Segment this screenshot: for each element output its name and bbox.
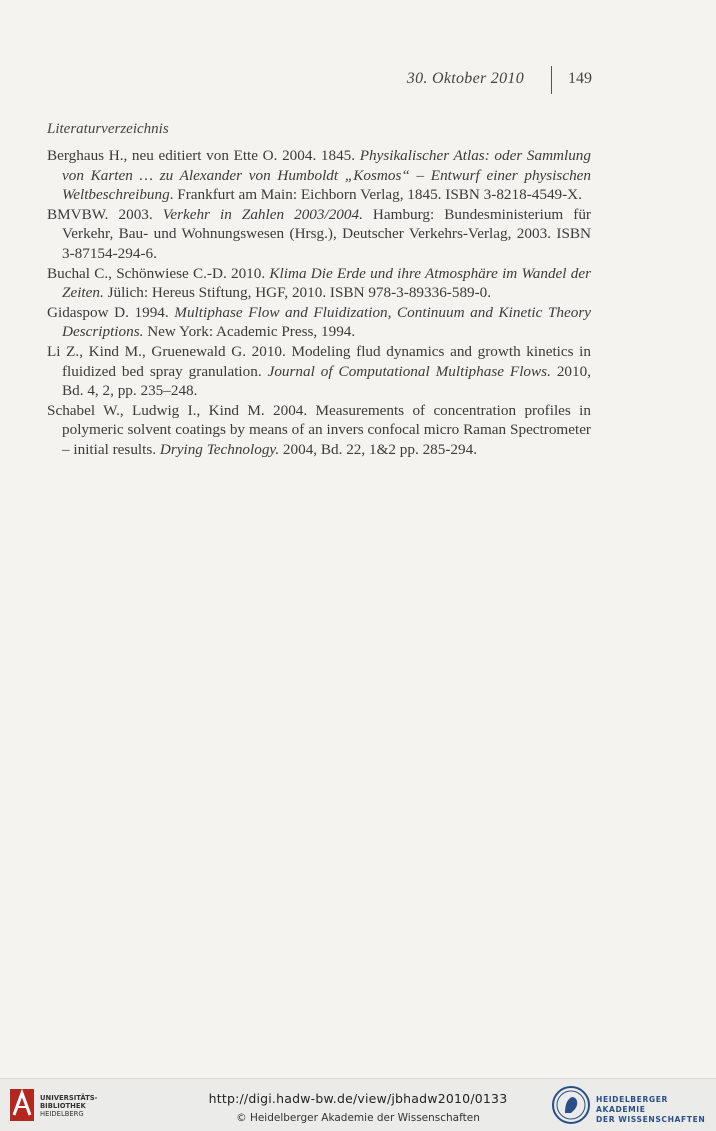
copyright-notice: © Heidelberger Akademie der Wissenschaften <box>236 1112 480 1124</box>
reference-entry: Li Z., Kind M., Gruenewald G. 2010. Modeling flud dynamics and growth kinetics in fluidized bed spray granulation. Journal of Computational Multiphase Flows. 2010, Bd. 4, 2, pp. 235–248. <box>47 342 591 400</box>
reference-entry: Buchal C., Schönwiese C.-D. 2010. Klima Die Erde und ihre Atmosphäre im Wandel der Zeiten. Jülich: Hereus Stiftung, HGF, 2010. ISBN 978-3-89336-589-0. <box>47 264 591 302</box>
reference-entry: BMVBW. 2003. Verkehr in Zahlen 2003/2004. Hamburg: Bundesministerium für Verkehr, Bau- und Wohnungswesen (Hrsg.), Deutscher Verkehrs-Verlag, 2003. ISBN 3-87154-294-6. <box>47 205 591 262</box>
section-title: Literaturverzeichnis <box>47 121 169 137</box>
reference-entry: Schabel W., Ludwig I., Kind M. 2004. Measurements of concentration profiles in polymeric solvent coatings by means of an invers confocal micro Raman Spectrometer – initial results. Drying Technology. 2004, Bd. 22, 1&2 pp. 285-294. <box>47 401 591 458</box>
reference-entry: Gidaspow D. 1994. Multiphase Flow and Fluidization, Continuum and Kinetic Theory Descriptions. New York: Academic Press, 1994. <box>47 303 591 341</box>
running-header <box>0 66 716 96</box>
permalink-url[interactable]: http://digi.hadw-bw.de/view/jbhadw2010/0133 <box>208 1091 508 1106</box>
header-divider <box>551 66 552 94</box>
header-date: 30. Oktober 2010 <box>406 70 524 87</box>
reference-entry: Berghaus H., neu editiert von Ette O. 2004. 1845. Physikalischer Atlas: oder Sammlung von Karten … zu Alexander von Humboldt „Kosmos“ – Entwurf einer physischen Weltbeschreibung. Frankfurt am Main: Eichborn Verlag, 1845. ISBN 3-8218-4549-X. <box>47 147 591 204</box>
viewer-footer <box>0 1078 716 1131</box>
page-number: 149 <box>568 70 592 87</box>
reference-list <box>47 146 591 460</box>
university-library-name: UNIVERSITÄTS- BIBLIOTHEK HEIDELBERG <box>40 1094 98 1118</box>
academy-seal-icon <box>551 1085 591 1125</box>
academy-name: HEIDELBERGER AKADEMIE DER WISSENSCHAFTEN <box>596 1095 706 1124</box>
